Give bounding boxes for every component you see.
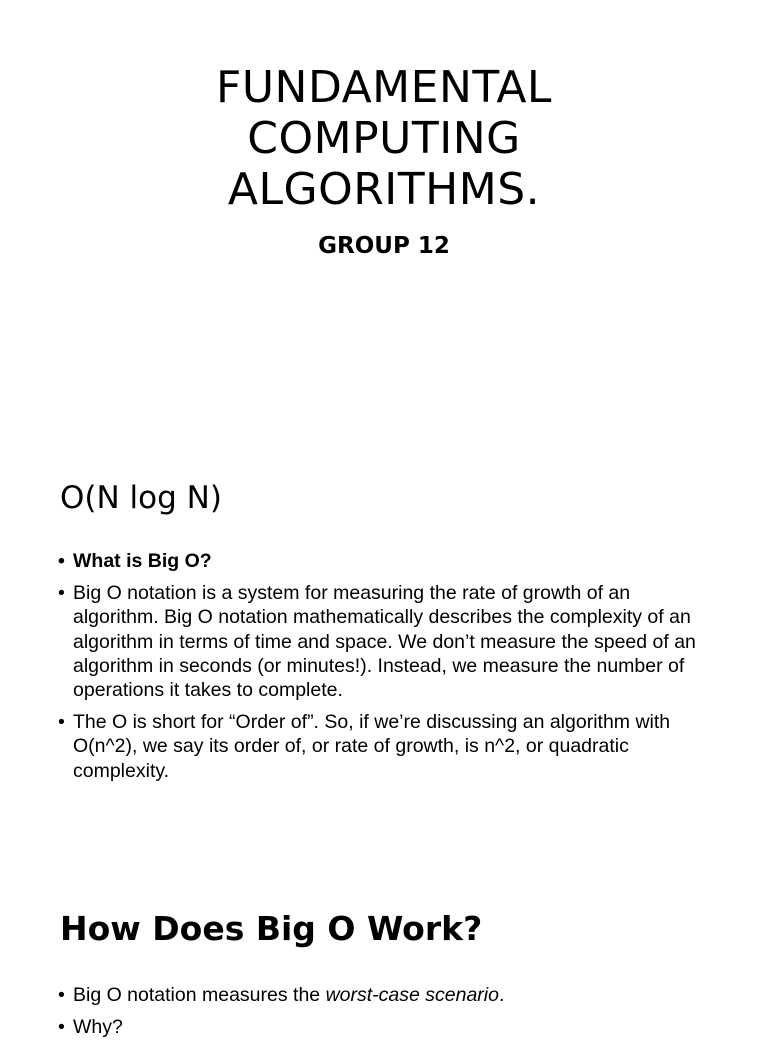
presentation-subtitle: GROUP 12	[318, 233, 450, 259]
bullet-item: • The O is short for “Order of”. So, if we’re discussing an algorithm with O(n^2), we say its order of, or rate of growth, is n^2, or quadratic complexity.	[58, 710, 718, 783]
slide-title: O(N log N)	[60, 480, 222, 516]
emphasis-text: worst-case scenario	[325, 984, 499, 1006]
how-big-o-works-slide	[0, 850, 768, 1039]
bullet-item: • Why?	[58, 1015, 718, 1039]
title-slide	[0, 0, 768, 420]
title-line-1: FUNDAMENTAL	[216, 62, 552, 113]
title-line-3: ALGORITHMS.	[227, 164, 541, 215]
bullet-item: • Big O notation is a system for measuring the rate of growth of an algorithm. Big O notation mathematically describes the complexity of an algorithm in terms of time and space. We don’t measure the speed of an algorithm in seconds (or minutes!). Instead, we measure the number of operations it takes to complete.	[58, 581, 718, 702]
bullet-list	[58, 983, 718, 1047]
presentation-title	[0, 62, 768, 215]
title-line-2: COMPUTING	[247, 113, 521, 164]
bullet-text: Big O notation measures the	[73, 984, 326, 1006]
slide-title: How Does Big O Work?	[60, 909, 483, 948]
bullet-item	[58, 983, 718, 1007]
bullet-text: .	[498, 984, 505, 1006]
bullet-list	[58, 549, 718, 791]
big-o-definition-slide	[0, 420, 768, 850]
bullet-item: • What is Big O?	[58, 549, 718, 573]
